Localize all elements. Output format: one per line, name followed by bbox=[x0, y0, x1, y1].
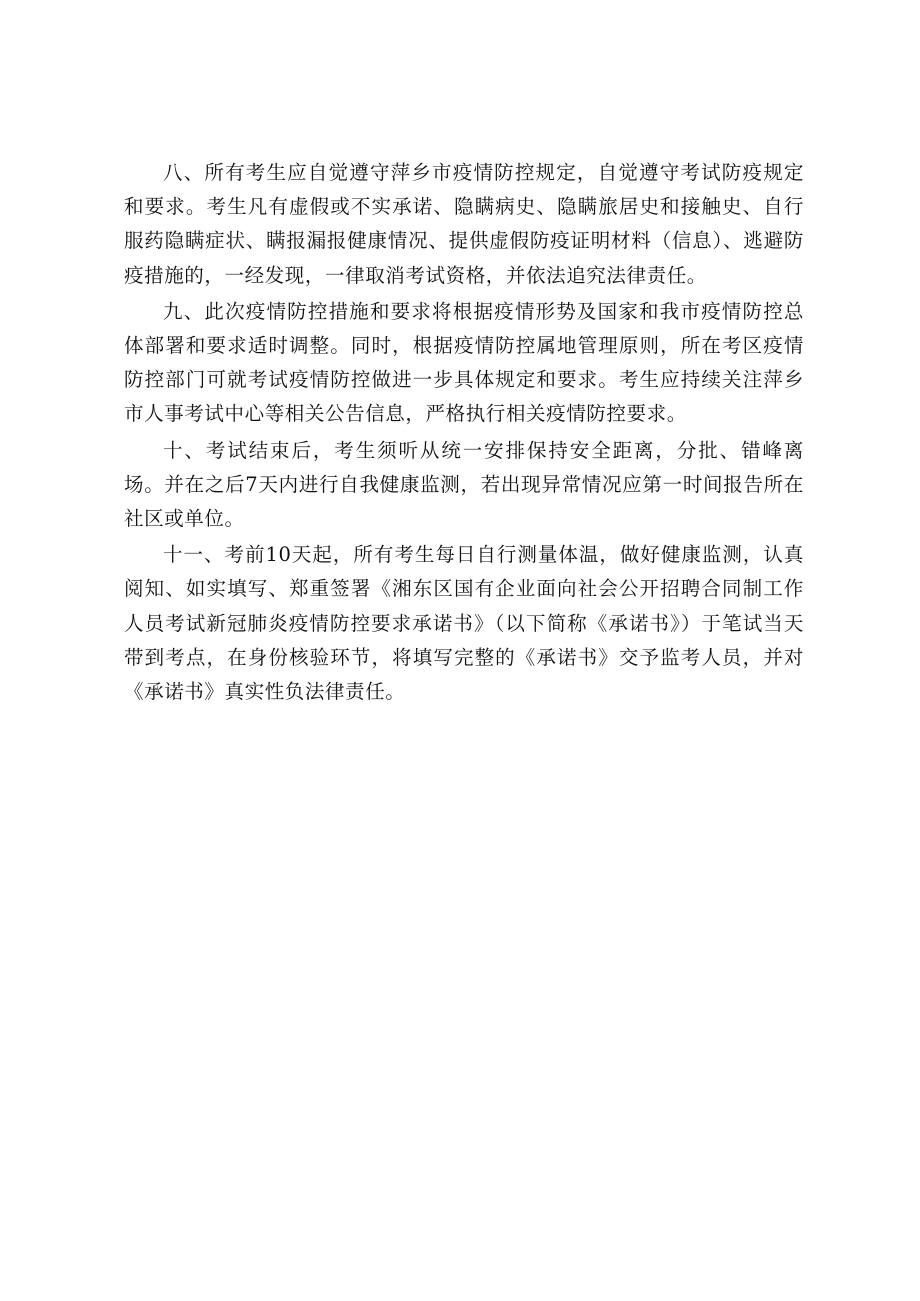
paragraph-11: 十一、考前10天起，所有考生每日自行测量体温，做好健康监测，认真阅知、如实填写、郑重签署《湘东区国有企业面向社会公开招聘合同制工作人员考试新冠肺炎疫情防控要求承诺书》（以下简称《承诺书》）于笔试当天带到考点，在身份核验环节，将填写完整的《承诺书》交予监考人员，并对《承诺书》真实性负法律责任。 bbox=[124, 543, 804, 704]
paragraph-9: 九、此次疫情防控措施和要求将根据疫情形势及国家和我市疫情防控总体部署和要求适时调整。同时，根据疫情防控属地管理原则，所在考区疫情防控部门可就考试疫情防控做进一步具体规定和要求。考生应持续关注萍乡市人事考试中心等相关公告信息，严格执行相关疫情防控要求。 bbox=[124, 299, 804, 426]
paragraph-10: 十、考试结束后，考生须听从统一安排保持安全距离，分批、错峰离场。并在之后7天内进行自我健康监测，若出现异常情况应第一时间报告所在社区或单位。 bbox=[124, 438, 804, 531]
document-page bbox=[124, 156, 804, 711]
paragraph-8: 八、所有考生应自觉遵守萍乡市疫情防控规定，自觉遵守考试防疫规定和要求。考生凡有虚假或不实承诺、隐瞒病史、隐瞒旅居史和接触史、自行服药隐瞒症状、瞒报漏报健康情况、提供虚假防疫证明材料（信息）、逃避防疫措施的，一经发现，一律取消考试资格，并依法追究法律责任。 bbox=[124, 161, 804, 287]
